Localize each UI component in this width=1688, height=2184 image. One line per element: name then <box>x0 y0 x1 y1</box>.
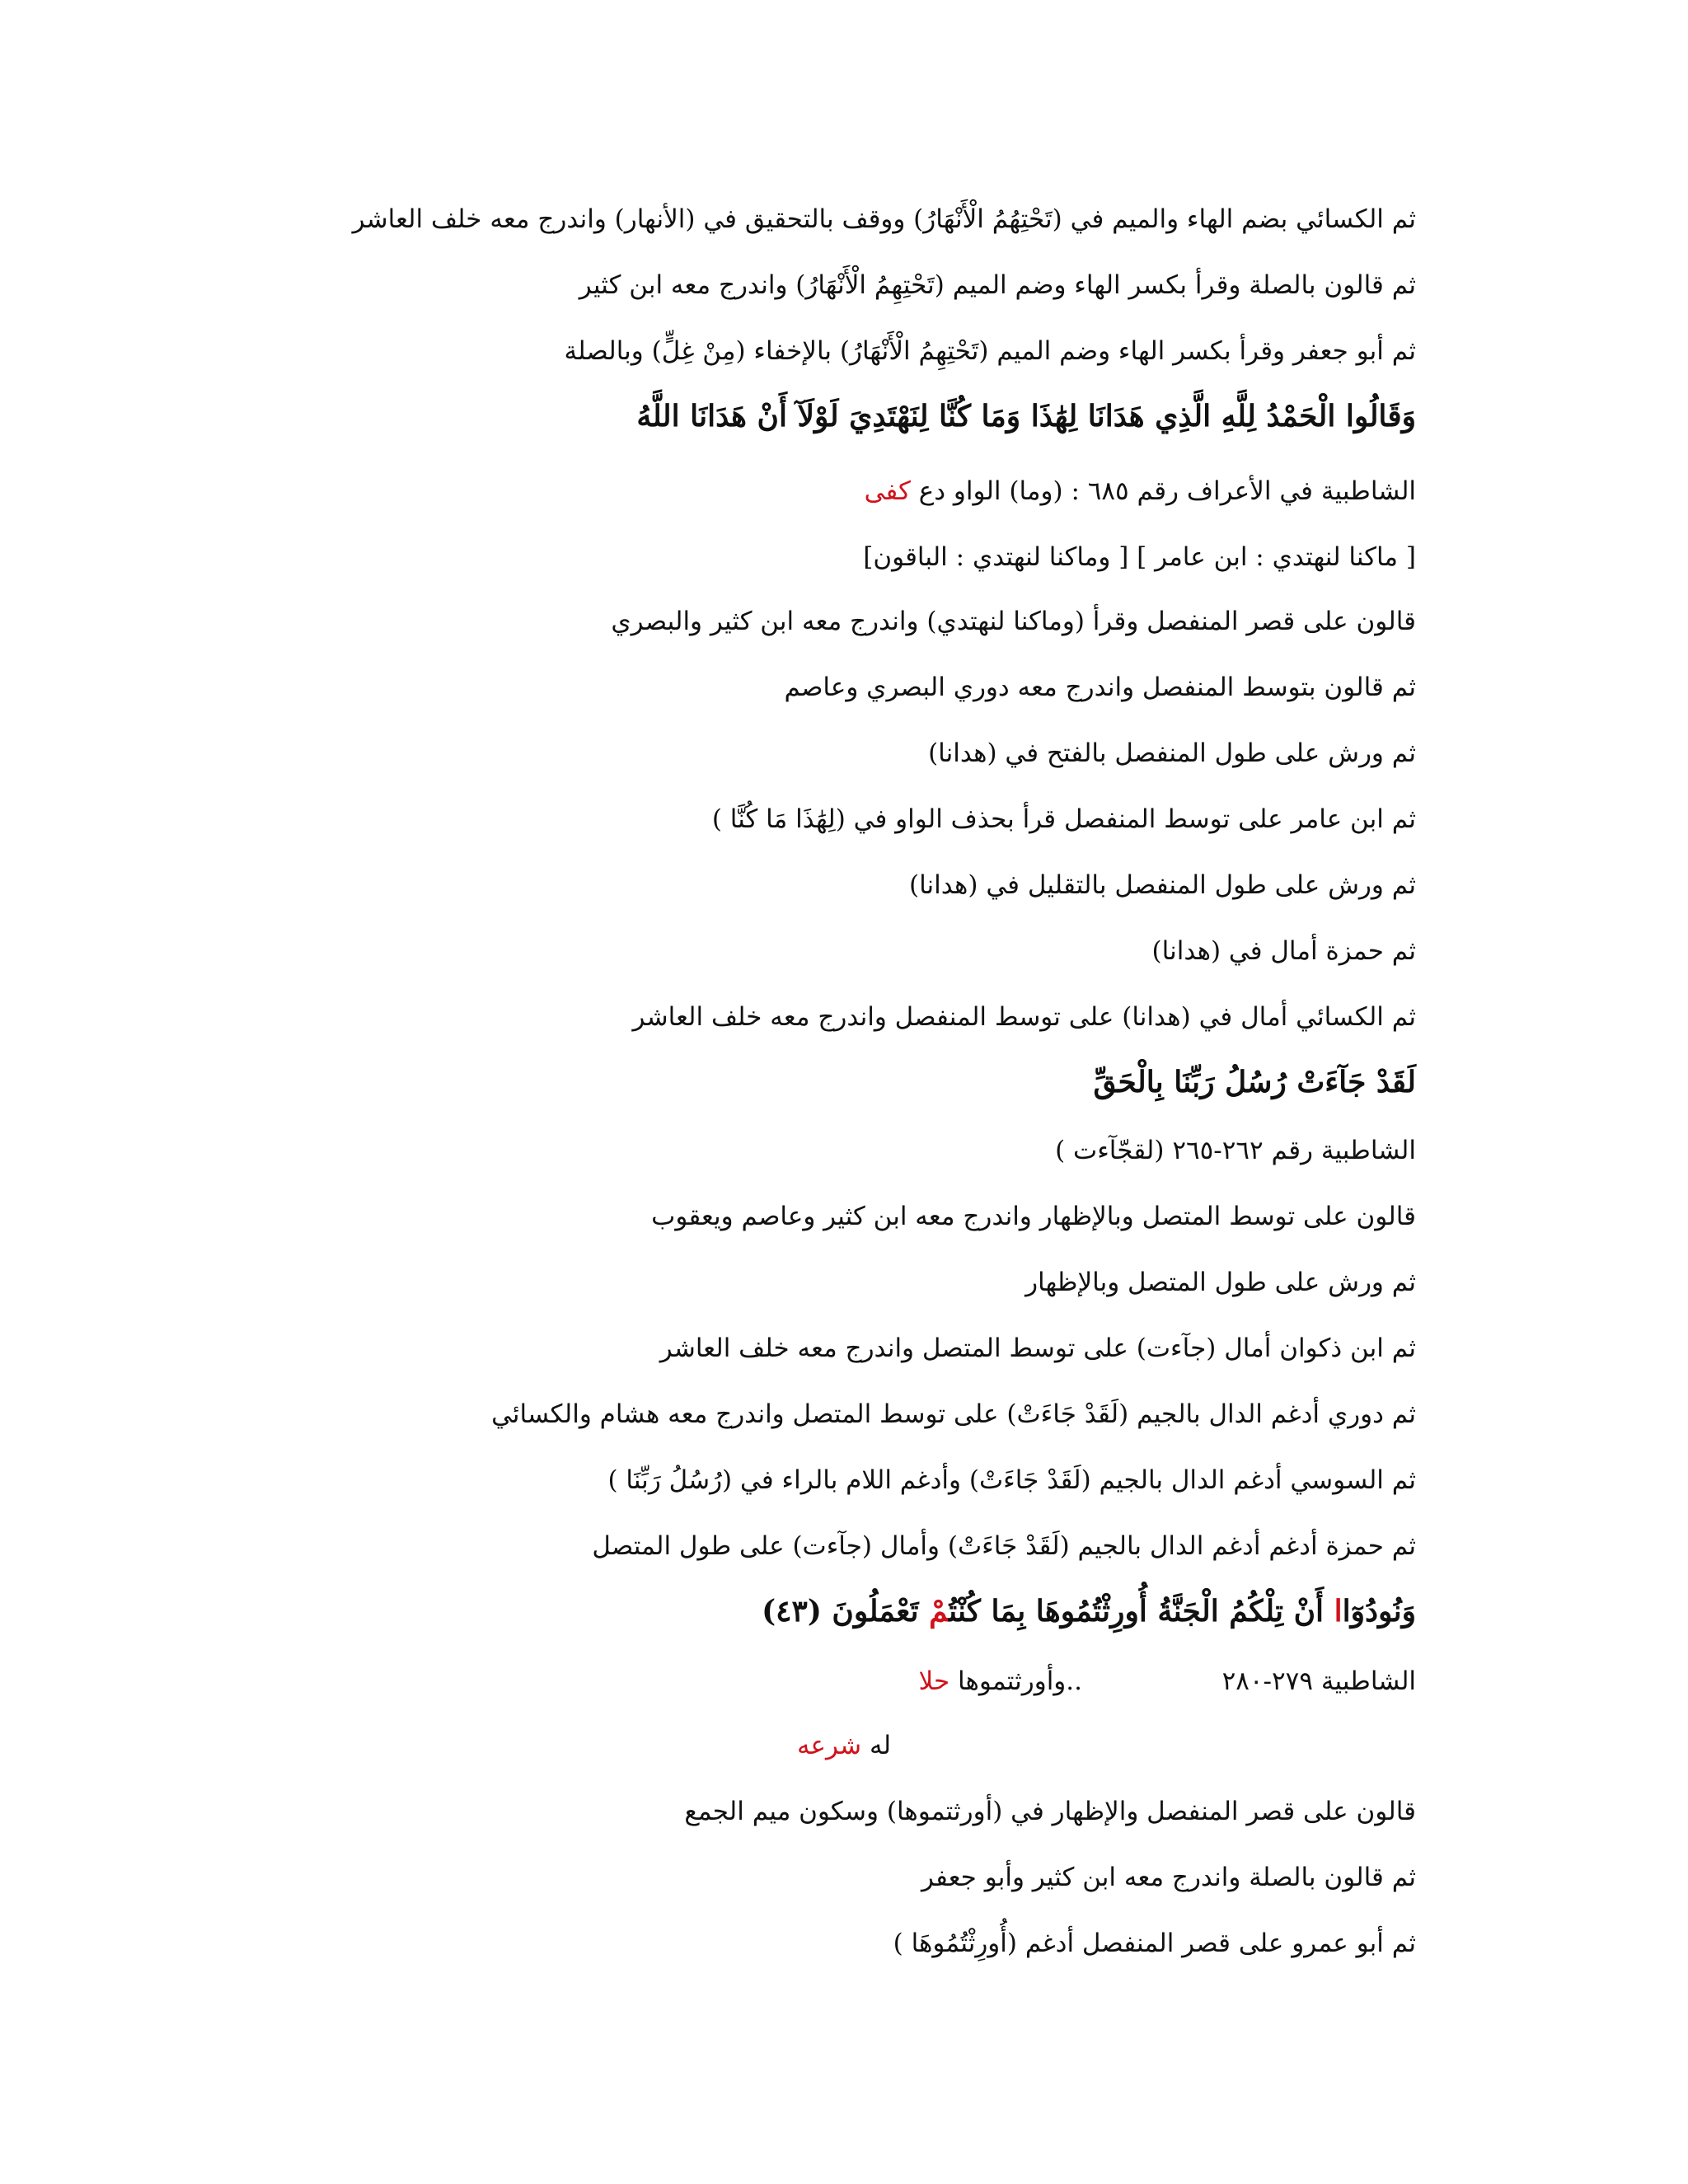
shatibiyya-ref-3-label: الشاطبية ٢٧٩-٢٨٠ <box>1221 1666 1416 1696</box>
sub-note-text: له <box>861 1731 892 1760</box>
text-line-18: ثم قالون بالصلة واندرج معه ابن كثير وأبو جعفر <box>921 1863 1416 1892</box>
shatibiyya-ref-3-quote <box>919 1665 1082 1698</box>
sub-note <box>0 1729 1688 1762</box>
text-line-8: ثم ورش على طول المنفصل بالتقليل في (هدانا) <box>908 870 1416 900</box>
text-line-16: ثم حمزة أدغم أدغم الدال بالجيم (لَقَدْ جَاءَتْ) وأمال (جآءت) على طول المتصل <box>592 1531 1416 1561</box>
shatibiyya-ref-1-text: الشاطبية في الأعراف رقم ٦٨٥ : (وما) الواو دع <box>910 476 1416 506</box>
text-line-19: ثم أبو عمرو على قصر المنفصل أدغم (أُورِثْتُمُوهَا ) <box>893 1929 1416 1958</box>
text-line-9: ثم حمزة أمال في (هدانا) <box>1151 936 1416 966</box>
text-line-13: ثم ابن ذكوان أمال (جآءت) على توسط المتصل واندرج معه خلف العاشر <box>659 1333 1416 1363</box>
text-line-7: ثم ابن عامر على توسط المنفصل قرأ بحذف الواو في (لِهَٰذَا مَا كُنَّا ) <box>711 804 1416 834</box>
text-line-10: ثم الكسائي أمال في (هدانا) على توسط المنفصل واندرج معه خلف العاشر <box>632 1002 1416 1032</box>
text-line-1: ثم الكسائي بضم الهاء والميم في (تَحْتِهُمُ الْأَنْهَارُ) ووقف بالتحقيق في (الأنهار) واندرج معه خلف العاشر <box>352 204 1416 234</box>
verse-3-red-mark: مْ <box>929 1594 950 1629</box>
shatibiyya-ref-2: الشاطبية رقم ٢٦٢-٢٦٥ (لقجّآءت ) <box>1055 1136 1416 1165</box>
sub-note-red: شرعه <box>796 1731 862 1760</box>
text-line-14: ثم دوري أدغم الدال بالجيم (لَقَدْ جَاءَتْ) على توسط المتصل واندرج معه هشام والكسائي <box>491 1399 1416 1429</box>
text-line-5: ثم قالون بتوسط المنفصل واندرج معه دوري البصري وعاصم <box>784 673 1416 702</box>
text-line-11: قالون على توسط المتصل وبالإظهار واندرج معه ابن كثير وعاصم ويعقوب <box>651 1202 1416 1231</box>
verse-3-middle: أَنْ تِلْكُمُ الْجَنَّةُ أُورِثْتُمُوهَا بِمَا كُنْتُ <box>949 1594 1334 1629</box>
text-line-15: ثم السوسي أدغم الدال بالجيم (لَقَدْ جَاءَتْ) وأدغم اللام بالراء في (رُسُلُ رَبِّنَا ) <box>607 1465 1416 1495</box>
shatibiyya-ref-3 <box>246 1665 1416 1698</box>
text-line-3: ثم أبو جعفر وقرأ بكسر الهاء وضم الميم (تَحْتِهِمُ الْأَنْهَارُ) بالإخفاء (مِنْ غِلٍّ) وبالصلة <box>564 336 1416 366</box>
readings-line-1: [ ماكنا لنهتدي : ابن عامر ] [ وماكنا لنهتدي : الباقون] <box>863 542 1416 572</box>
quran-verse-2: لَقَدْ جَآءَتْ رُسُلُ رَبِّنَا بِالْحَقِّ <box>1093 1065 1416 1099</box>
verse-3-red-alif: ا <box>1334 1594 1343 1629</box>
quran-verse-3 <box>246 1592 1416 1630</box>
verse-3-start: وَنُودُوٓا <box>1342 1594 1416 1629</box>
quran-verse-1: وَقَالُوا الْحَمْدُ لِلَّهِ الَّذِي هَدَانَا لِهَٰذَا وَمَا كُنَّا لِنَهْتَدِيَ لَوْلَآ أَنْ هَدَانَا اللَّهُ <box>636 399 1416 434</box>
text-line-12: ثم ورش على طول المتصل وبالإظهار <box>1025 1268 1416 1297</box>
text-line-17: قالون على قصر المنفصل والإظهار في (أورثتموها) وسكون ميم الجمع <box>684 1797 1416 1826</box>
verse-3-end: تَعْمَلُونَ (٤٣) <box>762 1594 930 1629</box>
text-line-6: ثم ورش على طول المنفصل بالفتح في (هدانا) <box>928 738 1416 768</box>
shatibiyya-ref-3-quote-red: حلا <box>918 1666 950 1696</box>
text-line-4: قالون على قصر المنفصل وقرأ (وماكنا لنهتدي) واندرج معه ابن كثير والبصري <box>611 607 1416 636</box>
shatibiyya-ref-1 <box>246 475 1416 508</box>
shatibiyya-ref-1-red: كفى <box>864 476 911 506</box>
text-line-2: ثم قالون بالصلة وقرأ بكسر الهاء وضم الميم (تَحْتِهِمُ الْأَنْهَارُ) واندرج معه ابن كثير <box>579 270 1416 300</box>
shatibiyya-ref-3-quote-text: ..وأورثتموها <box>950 1666 1082 1696</box>
